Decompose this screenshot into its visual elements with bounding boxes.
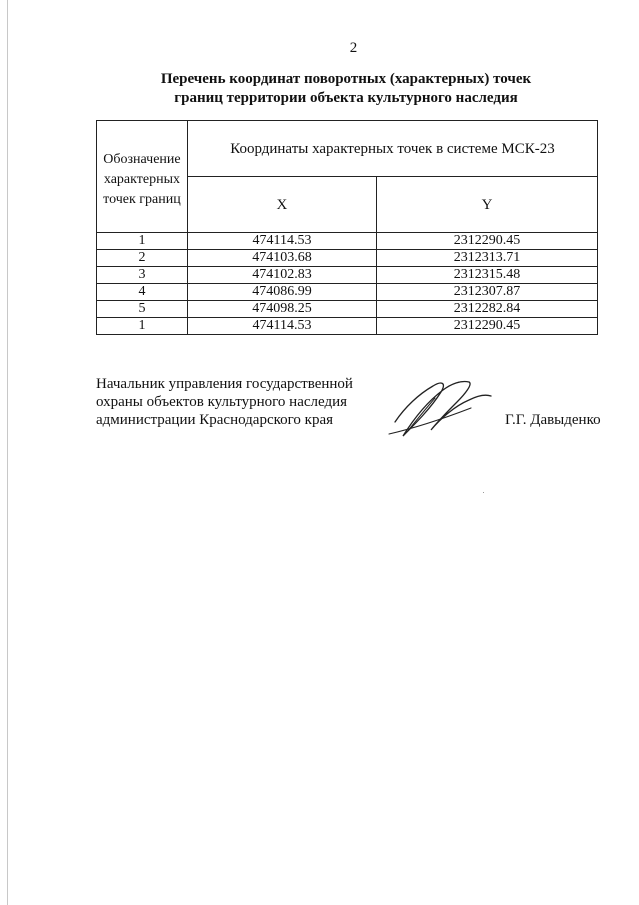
point-cell: 2 bbox=[97, 250, 188, 267]
page-number: 2 bbox=[349, 40, 358, 56]
x-cell: 474086.99 bbox=[187, 284, 376, 301]
x-cell: 474098.25 bbox=[187, 301, 376, 318]
y-cell: 2312290.45 bbox=[377, 233, 598, 250]
x-cell: 474103.68 bbox=[187, 250, 376, 267]
table-row bbox=[97, 233, 598, 250]
title-line-2: границ территории объекта культурного наследия bbox=[174, 90, 518, 106]
table-row bbox=[97, 267, 598, 284]
table-row bbox=[97, 284, 598, 301]
y-cell: 2312282.84 bbox=[377, 301, 598, 318]
signer-position-line: администрации Краснодарского края bbox=[96, 412, 334, 428]
scan-speck bbox=[483, 492, 484, 493]
point-cell: 4 bbox=[97, 284, 188, 301]
x-cell: 474114.53 bbox=[187, 318, 376, 335]
point-cell: 5 bbox=[97, 301, 188, 318]
document-title bbox=[96, 70, 596, 108]
signer-position bbox=[96, 375, 376, 429]
x-column-header: X bbox=[187, 177, 376, 233]
designation-header bbox=[97, 121, 188, 233]
designation-header-line: точек границ bbox=[103, 191, 181, 207]
table-row bbox=[97, 318, 598, 335]
y-cell: 2312307.87 bbox=[377, 284, 598, 301]
x-cell: 474114.53 bbox=[187, 233, 376, 250]
y-cell: 2312313.71 bbox=[377, 250, 598, 267]
designation-header-line: Обозначение bbox=[103, 151, 181, 167]
designation-header-line: характерных bbox=[103, 171, 180, 187]
point-cell: 1 bbox=[97, 318, 188, 335]
y-cell: 2312290.45 bbox=[377, 318, 598, 335]
table-row bbox=[97, 301, 598, 318]
coordinates-table bbox=[96, 120, 598, 335]
coordinates-header: Координаты характерных точек в системе МСК-23 bbox=[187, 121, 597, 177]
x-cell: 474102.83 bbox=[187, 267, 376, 284]
signer-position-line: Начальник управления государственной bbox=[96, 376, 353, 392]
signer-position-line: охраны объектов культурного наследия bbox=[96, 394, 348, 410]
signer-name: Г.Г. Давыденко bbox=[505, 412, 601, 428]
point-cell: 1 bbox=[97, 233, 188, 250]
y-cell: 2312315.48 bbox=[377, 267, 598, 284]
point-cell: 3 bbox=[97, 267, 188, 284]
title-line-1: Перечень координат поворотных (характерных) точек bbox=[160, 71, 532, 87]
y-column-header: Y bbox=[377, 177, 598, 233]
handwritten-signature bbox=[385, 372, 495, 444]
scan-edge-line bbox=[7, 0, 8, 905]
table-row bbox=[97, 250, 598, 267]
